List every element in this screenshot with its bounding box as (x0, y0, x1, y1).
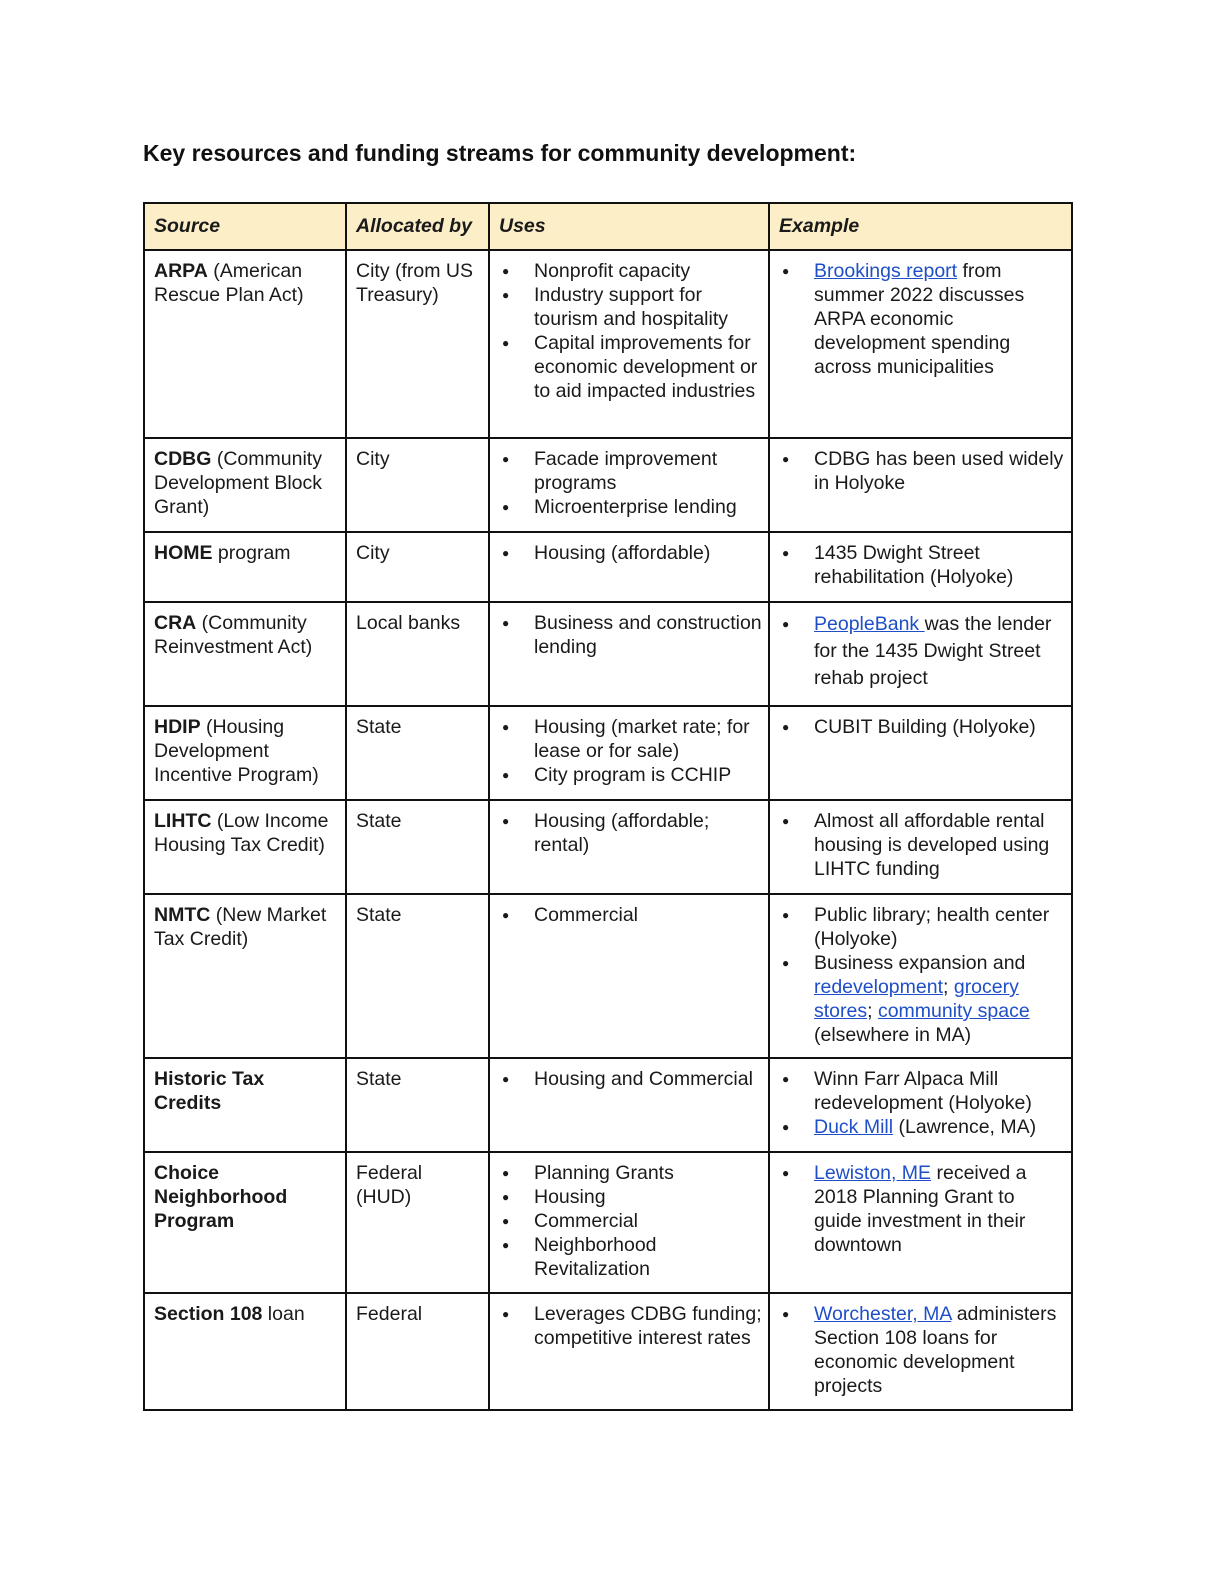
community-space-link[interactable]: community space (877, 1000, 1030, 1022)
example-cell (769, 894, 1072, 1058)
list-item: ● 1435 Dwight Street rehabilitation (Holyoke) (774, 541, 1065, 589)
brookings-report-link[interactable]: Brookings report (814, 260, 958, 282)
example-cell (769, 1152, 1072, 1293)
uses-cell (489, 602, 769, 706)
uses-cell (489, 800, 769, 894)
list-item (774, 951, 1065, 1047)
table-row (144, 602, 1072, 706)
source-description: (New Market Tax Credit) (154, 904, 327, 950)
uses-cell (489, 250, 769, 438)
table-row (144, 1058, 1072, 1152)
source-cell (144, 532, 346, 602)
source-cell (144, 602, 346, 706)
source-description: (American Rescue Plan Act) (154, 260, 304, 306)
list-item: ● Neighborhood Revitalization (494, 1233, 762, 1281)
list-item: ● City program is CCHIP (494, 763, 762, 787)
source-name: CDBG (154, 448, 212, 470)
source-cell (144, 438, 346, 532)
source-description: (Low Income Housing Tax Credit) (154, 810, 329, 856)
source-cell (144, 1058, 346, 1152)
list-item (774, 1115, 1065, 1139)
header-source: Source (144, 203, 346, 250)
redevelopment-link[interactable]: redevelopment (814, 976, 943, 998)
uses-cell (489, 894, 769, 1058)
header-uses: Uses (489, 203, 769, 250)
example-text: (Lawrence, MA) (893, 1116, 1037, 1138)
lewiston-me-link[interactable]: Lewiston, ME (814, 1162, 932, 1184)
allocated-cell: Local banks (346, 602, 489, 706)
source-name: HDIP (154, 716, 201, 738)
allocated-cell: State (346, 706, 489, 800)
source-name: Historic Tax Credits (154, 1068, 265, 1114)
list-item: ● Business and construction lending (494, 611, 762, 659)
example-cell (769, 438, 1072, 532)
example-text: Business expansion and (814, 952, 1026, 974)
table-row (144, 894, 1072, 1058)
worchester-ma-link[interactable]: Worchester, MA (814, 1303, 952, 1325)
allocated-cell: City (from US Treasury) (346, 250, 489, 438)
list-item: ● Housing (market rate; for lease or for sale) (494, 715, 762, 763)
separator: ; (943, 976, 954, 998)
example-text: was the lender for the 1435 Dwight Street rehab project (814, 613, 1052, 689)
example-cell (769, 1293, 1072, 1410)
source-name: CRA (154, 612, 197, 634)
separator: ; (867, 1000, 878, 1022)
example-cell (769, 706, 1072, 800)
list-item: ● Housing and Commercial (494, 1067, 762, 1091)
list-item: ● CDBG has been used widely in Holyoke (774, 447, 1065, 495)
source-name: HOME (154, 542, 213, 564)
list-item: ● Housing (affordable; rental) (494, 809, 762, 857)
allocated-cell: Federal (346, 1293, 489, 1410)
header-example: Example (769, 203, 1072, 250)
example-text: (elsewhere in MA) (814, 1024, 972, 1046)
source-description: loan (262, 1303, 305, 1325)
list-item: ● Commercial (494, 903, 762, 927)
table-row (144, 706, 1072, 800)
table-row (144, 800, 1072, 894)
list-item: ● Winn Farr Alpaca Mill redevelopment (Holyoke) (774, 1067, 1065, 1115)
example-cell (769, 1058, 1072, 1152)
list-item: ● Capital improvements for economic development or to aid impacted industries (494, 331, 762, 403)
source-description: (Community Reinvestment Act) (154, 612, 313, 658)
source-cell (144, 1293, 346, 1410)
source-name: LIHTC (154, 810, 212, 832)
example-cell (769, 602, 1072, 706)
example-text: received a 2018 Planning Grant to guide investment in their downtown (814, 1162, 1027, 1256)
list-item (774, 611, 1065, 692)
list-item: ● Almost all affordable rental housing is developed using LIHTC funding (774, 809, 1065, 881)
uses-cell (489, 706, 769, 800)
example-text: administers Section 108 loans for economic development projects (814, 1303, 1057, 1397)
header-allocated-by: Allocated by (346, 203, 489, 250)
source-name: Choice Neighborhood Program (154, 1162, 288, 1232)
allocated-cell: City (346, 438, 489, 532)
source-name: Section 108 (154, 1303, 263, 1325)
example-text: from summer 2022 discusses ARPA economic development spending across municipalities (814, 260, 1025, 378)
list-item: ● Public library; health center (Holyoke) (774, 903, 1065, 951)
source-description: program (212, 542, 291, 564)
list-item (774, 259, 1065, 379)
list-item (774, 1302, 1065, 1398)
source-cell (144, 706, 346, 800)
source-name: ARPA (154, 260, 208, 282)
peoplebank-link[interactable]: PeopleBank (814, 613, 925, 635)
list-item: ● Industry support for tourism and hospitality (494, 283, 762, 331)
allocated-cell: City (346, 532, 489, 602)
list-item: ● Planning Grants (494, 1161, 762, 1185)
list-item: ● Leverages CDBG funding; competitive interest rates (494, 1302, 762, 1350)
source-cell (144, 800, 346, 894)
table-row (144, 1293, 1072, 1410)
list-item (774, 1161, 1065, 1257)
source-cell (144, 894, 346, 1058)
example-cell (769, 532, 1072, 602)
list-item: ● Facade improvement programs (494, 447, 762, 495)
page-title: Key resources and funding streams for community development: (143, 140, 857, 166)
allocated-cell: State (346, 800, 489, 894)
source-name: NMTC (154, 904, 211, 926)
source-cell (144, 1152, 346, 1293)
list-item: ● Microenterprise lending (494, 495, 762, 519)
table-row (144, 438, 1072, 532)
table-header-row (144, 203, 1072, 250)
list-item: ● CUBIT Building (Holyoke) (774, 715, 1065, 739)
grocery-stores-link[interactable]: grocery stores (814, 976, 1019, 1022)
allocated-cell: State (346, 894, 489, 1058)
uses-cell (489, 438, 769, 532)
allocated-cell: State (346, 1058, 489, 1152)
table-row (144, 1152, 1072, 1293)
list-item: ● Commercial (494, 1209, 762, 1233)
uses-cell (489, 1058, 769, 1152)
funding-table (143, 202, 1073, 1411)
list-item: ● Housing (affordable) (494, 541, 762, 565)
uses-cell (489, 1293, 769, 1410)
table-row (144, 250, 1072, 438)
table-row (144, 532, 1072, 602)
duck-mill-link[interactable]: Duck Mill (814, 1116, 894, 1138)
example-cell (769, 250, 1072, 438)
allocated-cell: Federal (HUD) (346, 1152, 489, 1293)
uses-cell (489, 532, 769, 602)
source-description: (Community Development Block Grant) (154, 448, 322, 518)
example-cell (769, 800, 1072, 894)
uses-cell (489, 1152, 769, 1293)
source-cell (144, 250, 346, 438)
list-item: ● Housing (494, 1185, 762, 1209)
list-item: ● Nonprofit capacity (494, 259, 762, 283)
source-description: (Housing Development Incentive Program) (154, 716, 319, 786)
